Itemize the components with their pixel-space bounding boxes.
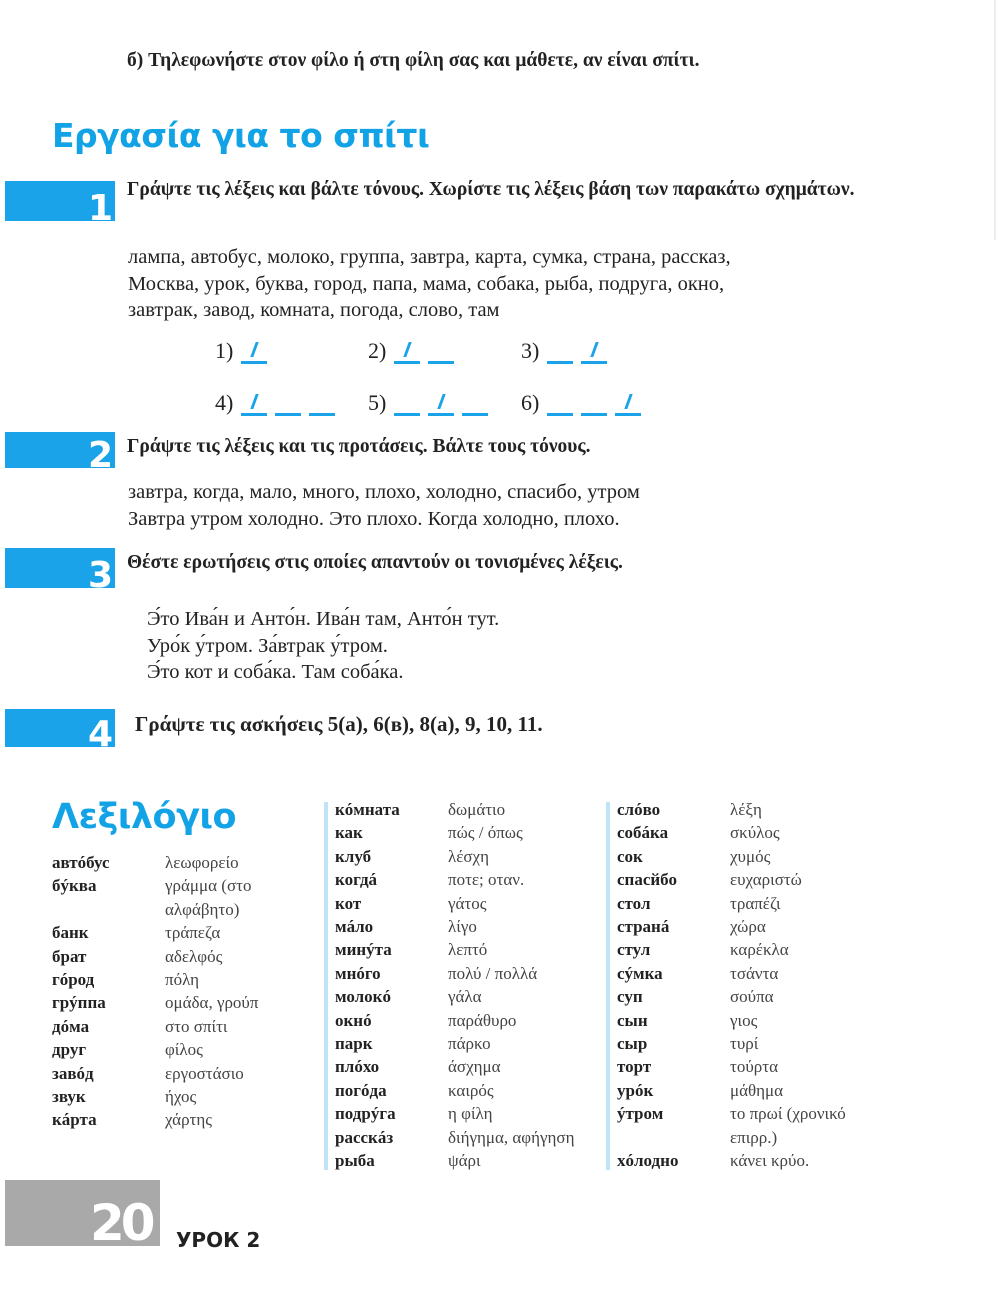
exercise-4-number: 4 bbox=[87, 714, 113, 755]
syllable-blank bbox=[275, 394, 301, 416]
vocabulary-entry bbox=[617, 1149, 846, 1172]
greek-translation: ψάρι bbox=[448, 1151, 481, 1171]
vocabulary-entry bbox=[335, 868, 574, 891]
russian-word: торт bbox=[617, 1057, 652, 1077]
greek-translation: φίλος bbox=[165, 1040, 203, 1060]
vocabulary-entry bbox=[335, 1102, 574, 1125]
russian-word: погóда bbox=[335, 1080, 387, 1100]
russian-word: кóмната bbox=[335, 800, 400, 819]
greek-translation: ευχαριστώ bbox=[730, 870, 802, 890]
greek-translation: τυρί bbox=[730, 1034, 759, 1054]
vocabulary-column-1 bbox=[52, 851, 258, 1132]
russian-word: подрýга bbox=[335, 1104, 396, 1124]
greek-translation: λέσχη bbox=[448, 846, 489, 866]
greek-translation: λεπτό bbox=[448, 940, 488, 960]
russian-word: звук bbox=[52, 1087, 86, 1107]
greek-translation: πόλη bbox=[165, 970, 200, 990]
pattern-label: 6) bbox=[521, 390, 540, 415]
greek-translation: μάθημα bbox=[730, 1080, 784, 1100]
vocabulary-entry bbox=[335, 892, 574, 915]
russian-word: плóхо bbox=[335, 1057, 380, 1077]
russian-word: парк bbox=[335, 1034, 373, 1054]
exercise-4-number-box bbox=[5, 709, 115, 755]
russian-word: кáрта bbox=[52, 1110, 97, 1130]
syllable-blank bbox=[462, 394, 488, 416]
vocabulary-entry bbox=[617, 868, 846, 891]
column-divider bbox=[324, 802, 328, 1170]
greek-translation: πολύ / πολλά bbox=[448, 963, 538, 983]
stressed-syllable-blank bbox=[241, 394, 267, 416]
russian-word: сын bbox=[617, 1010, 648, 1030]
exercise-3-line: Э́то кот и соба́ка. Там соба́ка. bbox=[147, 661, 404, 683]
russian-word: друг bbox=[52, 1040, 87, 1060]
stressed-syllable-blank bbox=[615, 394, 641, 416]
pattern-label: 2) bbox=[368, 338, 387, 363]
greek-translation: ομάδα, γρούπ bbox=[165, 993, 259, 1013]
russian-word: сок bbox=[617, 846, 643, 866]
vocabulary-entry bbox=[617, 821, 846, 844]
exercise-3-number-box bbox=[5, 548, 115, 596]
syllable-blank bbox=[547, 394, 573, 416]
russian-word: молокó bbox=[335, 987, 391, 1007]
vocabulary-entry bbox=[617, 1032, 846, 1055]
vocabulary-entry bbox=[335, 985, 574, 1008]
vocabulary-entry bbox=[335, 1079, 574, 1102]
page-number: 20 bbox=[90, 1194, 152, 1252]
stress-pattern-4 bbox=[215, 390, 335, 416]
vocabulary-entry bbox=[335, 821, 574, 844]
vocabulary-entry bbox=[617, 892, 846, 915]
vocabulary-entry bbox=[52, 921, 258, 944]
russian-word: банк bbox=[52, 923, 89, 943]
vocabulary-entry bbox=[617, 915, 846, 938]
greek-translation: κάνει κρύο. bbox=[730, 1151, 810, 1171]
russian-word: сýмка bbox=[617, 963, 663, 983]
exercise-2-instruction: Γράψτε τις λέξεις και τις προτάσεις. Βάλτε τους τόνους. bbox=[127, 436, 591, 457]
vocabulary-column-3 bbox=[617, 798, 846, 1173]
syllable-blank bbox=[309, 394, 335, 416]
russian-word: гóрод bbox=[52, 970, 95, 990]
syllable-blank bbox=[394, 394, 420, 416]
stress-pattern-3 bbox=[521, 338, 607, 364]
stress-pattern-6 bbox=[521, 390, 641, 416]
vocabulary-column-2 bbox=[335, 798, 574, 1173]
exercise-1-number: 1 bbox=[87, 188, 113, 229]
vocabulary-entry bbox=[335, 1126, 574, 1149]
word-list-line: завтрак, завод, комната, погода, слово, там bbox=[128, 299, 500, 321]
vocabulary-entry bbox=[335, 845, 574, 868]
exercise-2-number-box bbox=[5, 432, 115, 476]
greek-translation: χάρτης bbox=[165, 1110, 213, 1130]
greek-translation: λεωφορείο bbox=[165, 853, 239, 872]
greek-translation: τούρτα bbox=[730, 1057, 778, 1077]
stressed-syllable-blank bbox=[394, 342, 420, 364]
russian-word: автóбус bbox=[52, 853, 110, 872]
pattern-label: 1) bbox=[215, 338, 234, 363]
syllable-blank bbox=[428, 342, 454, 364]
exercise-3-instruction: Θέστε ερωτήσεις στις οποίες απαντούν οι τονισμένες λέξεις. bbox=[127, 552, 623, 573]
stressed-syllable-blank bbox=[581, 342, 607, 364]
greek-translation: τραπέζι bbox=[730, 893, 781, 913]
vocabulary-entry bbox=[335, 1032, 574, 1055]
greek-translation: στο σπίτι bbox=[165, 1016, 228, 1036]
stressed-syllable-blank bbox=[241, 342, 267, 364]
greek-translation: καιρός bbox=[448, 1080, 494, 1100]
pattern-label: 5) bbox=[368, 390, 387, 415]
vocabulary-entry bbox=[52, 1038, 258, 1061]
russian-word: урóк bbox=[617, 1080, 654, 1100]
vocabulary-entry bbox=[52, 968, 258, 991]
vocabulary-entry bbox=[335, 938, 574, 961]
greek-translation: η φίλη bbox=[448, 1104, 493, 1124]
greek-translation: λέξη bbox=[730, 800, 762, 819]
exercise-2-text bbox=[128, 479, 640, 532]
homework-title: Εργασία για το σπίτι bbox=[52, 116, 430, 155]
stress-pattern-1 bbox=[215, 338, 267, 364]
greek-translation: πάρκο bbox=[448, 1034, 491, 1054]
russian-word: ýтром bbox=[617, 1104, 664, 1124]
russian-word: кот bbox=[335, 893, 362, 913]
greek-translation: αδελφός bbox=[165, 946, 223, 966]
exercise-3-number: 3 bbox=[87, 555, 113, 596]
vocabulary-entry bbox=[617, 1009, 846, 1032]
greek-translation: διήγημα, αφήγηση bbox=[448, 1127, 575, 1147]
russian-word: собáка bbox=[617, 823, 669, 843]
vocabulary-entry bbox=[335, 1009, 574, 1032]
greek-translation: ποτε; οταν. bbox=[448, 870, 525, 890]
russian-word: расскáз bbox=[335, 1127, 394, 1147]
exercise-3-text bbox=[147, 606, 499, 686]
exercise-2-line: завтра, когда, мало, много, плохо, холодно, спасибо, утром bbox=[128, 481, 640, 503]
column-divider bbox=[606, 802, 610, 1170]
exercise-3-line: Э́то Ива́н и Анто́н. Ива́н там, Анто́н тут. bbox=[147, 608, 500, 630]
vocabulary-entry bbox=[617, 1055, 846, 1078]
russian-word: рыба bbox=[335, 1151, 375, 1171]
russian-word: грýппа bbox=[52, 993, 106, 1013]
pattern-label: 3) bbox=[521, 338, 540, 363]
greek-translation: καρέκλα bbox=[730, 940, 789, 960]
russian-word: суп bbox=[617, 987, 643, 1007]
syllable-blank bbox=[547, 342, 573, 364]
russian-word: стул bbox=[617, 940, 651, 960]
vocabulary-title: Λεξιλόγιο bbox=[52, 797, 237, 837]
stress-pattern-2 bbox=[368, 338, 454, 364]
russian-word: слóво bbox=[617, 800, 661, 819]
vocabulary-entry bbox=[617, 938, 846, 961]
russian-word: хóлодно bbox=[617, 1151, 679, 1171]
russian-word: минýта bbox=[335, 940, 392, 960]
russian-word: спасйбо bbox=[617, 870, 677, 890]
exercise-1-instruction: Γράψτε τις λέξεις και βάλτε τόνους. Χωρίστε τις λέξεις βάση των παρακάτω σχημάτων. bbox=[127, 179, 855, 200]
vocabulary-entry bbox=[335, 915, 574, 938]
greek-translation: τράπεζα bbox=[165, 923, 221, 943]
exercise-1-number-box bbox=[5, 181, 115, 229]
greek-translation: το πρωί (χρονικό επιρρ.) bbox=[730, 1104, 846, 1147]
vocabulary-entry bbox=[52, 874, 258, 921]
russian-word: бýква bbox=[52, 876, 97, 896]
greek-translation: γράμμα (στο αλφάβητο) bbox=[165, 876, 252, 919]
vocabulary-entry bbox=[335, 1149, 574, 1172]
russian-word: дóма bbox=[52, 1016, 90, 1036]
vocabulary-entry bbox=[617, 1079, 846, 1102]
greek-translation: πώς / όπως bbox=[448, 823, 523, 843]
greek-translation: γάλα bbox=[448, 987, 482, 1007]
exercise-2-line: Завтра утром холодно. Это плохо. Когда холодно, плохо. bbox=[128, 507, 620, 530]
greek-translation: γιος bbox=[730, 1010, 758, 1030]
exercise-4-instruction: Γράψτε τις ασκήσεις 5(а), 6(в), 8(а), 9, 10, 11. bbox=[135, 712, 543, 736]
greek-translation: γάτος bbox=[448, 893, 487, 913]
stress-pattern-5 bbox=[368, 390, 488, 416]
russian-word: брат bbox=[52, 946, 87, 966]
russian-word: когдá bbox=[335, 870, 378, 890]
russian-word: мáло bbox=[335, 917, 374, 937]
syllable-blank bbox=[581, 394, 607, 416]
pattern-label: 4) bbox=[215, 390, 234, 415]
greek-translation: άσχημα bbox=[448, 1057, 501, 1077]
greek-translation: χυμός bbox=[730, 846, 771, 866]
exercise-1-word-list bbox=[128, 244, 731, 324]
russian-word: мнóго bbox=[335, 963, 381, 983]
page-edge-line bbox=[994, 0, 996, 240]
greek-translation: δωμάτιο bbox=[448, 800, 506, 819]
vocabulary-entry bbox=[52, 1085, 258, 1108]
vocabulary-entry bbox=[335, 1055, 574, 1078]
greek-translation: τσάντα bbox=[730, 963, 779, 983]
vocabulary-entry bbox=[617, 962, 846, 985]
greek-translation: παράθυρο bbox=[448, 1010, 517, 1030]
greek-translation: εργοστάσιο bbox=[165, 1063, 244, 1083]
word-list-line: Москва, урок, буква, город, папа, мама, собака, рыба, подруга, окно, bbox=[128, 272, 725, 295]
russian-word: окнó bbox=[335, 1010, 372, 1030]
vocabulary-entry bbox=[335, 962, 574, 985]
russian-word: сыр bbox=[617, 1034, 648, 1054]
russian-word: как bbox=[335, 823, 363, 843]
vocabulary-entry bbox=[617, 1102, 846, 1149]
vocabulary-entry bbox=[52, 1062, 258, 1085]
intro-line: б) Τηλεφωνήστε στον φίλο ή στη φίλη σας και μάθετε, αν είναι σπίτι. bbox=[127, 50, 700, 71]
vocabulary-entry bbox=[617, 845, 846, 868]
vocabulary-entry bbox=[335, 798, 574, 821]
vocabulary-entry bbox=[52, 851, 258, 874]
russian-word: странá bbox=[617, 917, 670, 937]
greek-translation: λίγο bbox=[448, 917, 477, 937]
greek-translation: σκύλος bbox=[730, 823, 780, 843]
vocabulary-entry bbox=[52, 1108, 258, 1131]
russian-word: клуб bbox=[335, 846, 372, 866]
lesson-label: УРОК 2 bbox=[176, 1228, 261, 1252]
vocabulary-entry bbox=[617, 798, 846, 821]
vocabulary-entry bbox=[52, 945, 258, 968]
exercise-3-line: Уро́к у́тром. За́втрак у́тром. bbox=[147, 634, 388, 657]
vocabulary-entry bbox=[52, 1015, 258, 1038]
vocabulary-entry bbox=[617, 985, 846, 1008]
exercise-2-number: 2 bbox=[87, 435, 113, 476]
greek-translation: χώρα bbox=[730, 917, 766, 937]
russian-word: завóд bbox=[52, 1063, 94, 1083]
vocabulary-entry bbox=[52, 991, 258, 1014]
russian-word: стол bbox=[617, 893, 651, 913]
word-list-line: лампа, автобус, молоко, группа, завтра, карта, сумка, страна, рассказ, bbox=[128, 246, 731, 268]
stressed-syllable-blank bbox=[428, 394, 454, 416]
greek-translation: ήχος bbox=[165, 1087, 197, 1107]
greek-translation: σούπα bbox=[730, 987, 774, 1007]
